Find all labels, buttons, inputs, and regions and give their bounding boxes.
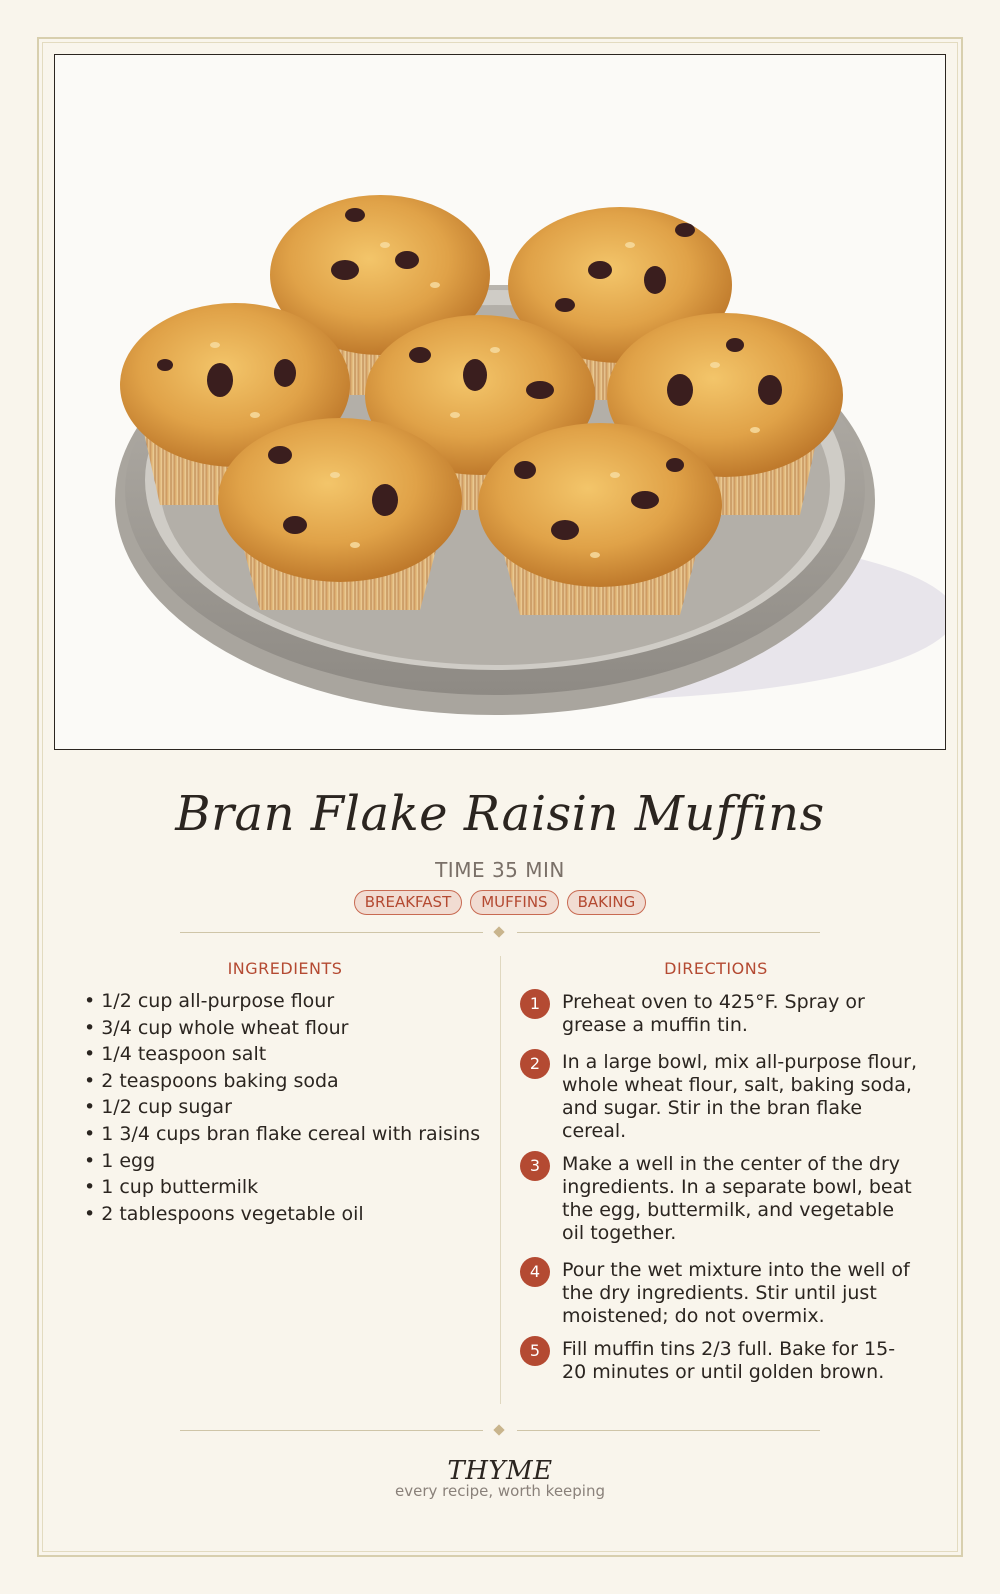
- ingredients-list: [84, 988, 494, 1227]
- step-text: Pour the wet mixture into the well of the dry ingredients. Stir until just moistened; do not overmix.: [562, 1259, 910, 1327]
- ingredient-item: • 1/2 cup all-purpose flour: [84, 988, 494, 1015]
- step-text: Fill muffin tins 2/3 full. Bake for 15-20 minutes or until golden brown.: [562, 1338, 896, 1383]
- recipe-title: Bran Flake Raisin Muffins: [175, 786, 825, 842]
- tag-breakfast[interactable]: BREAKFAST: [354, 890, 462, 915]
- diamond-ornament-icon: [493, 926, 504, 937]
- tag-list: [0, 890, 1000, 915]
- cook-time: TIME 35 MIN: [435, 858, 565, 882]
- muffins-illustration: [55, 55, 946, 750]
- step-text: In a large bowl, mix all-purpose flour, whole wheat flour, salt, baking soda, and sugar. Stir in the bran flake cereal.: [562, 1051, 917, 1142]
- ingredient-item: • 2 tablespoons vegetable oil: [84, 1201, 494, 1228]
- ingredient-item: • 1/4 teaspoon salt: [84, 1041, 494, 1068]
- tag-baking[interactable]: BAKING: [567, 890, 647, 915]
- ingredient-item: • 1 cup buttermilk: [84, 1174, 494, 1201]
- ingredients-heading: INGREDIENTS: [227, 959, 343, 978]
- ingredient-item: • 2 teaspoons baking soda: [84, 1068, 494, 1095]
- brand-tagline: every recipe, worth keeping: [394, 1482, 605, 1500]
- brand-logo: THYME: [447, 1456, 553, 1486]
- step-number-badge: 5: [520, 1336, 550, 1366]
- column-separator: [500, 956, 501, 1404]
- diamond-ornament-icon: [493, 1424, 504, 1435]
- step-text: Make a well in the center of the dry ingredients. In a separate bowl, beat the egg, buttermilk, and vegetable oil together.: [562, 1153, 912, 1244]
- ingredient-item: • 1 3/4 cups bran flake cereal with raisins: [84, 1121, 494, 1148]
- bottom-divider: [180, 1424, 820, 1438]
- tag-muffins[interactable]: MUFFINS: [470, 890, 558, 915]
- step-number-badge: 4: [520, 1257, 550, 1287]
- top-divider: [180, 926, 820, 940]
- ingredient-item: • 3/4 cup whole wheat flour: [84, 1015, 494, 1042]
- ingredient-item: • 1 egg: [84, 1148, 494, 1175]
- directions-heading: DIRECTIONS: [664, 959, 768, 978]
- ingredient-item: • 1/2 cup sugar: [84, 1094, 494, 1121]
- step-number-badge: 1: [520, 989, 550, 1019]
- recipe-photo: [54, 54, 946, 750]
- step-number-badge: 2: [520, 1049, 550, 1079]
- step-text: Preheat oven to 425°F. Spray or grease a muffin tin.: [562, 991, 865, 1036]
- step-number-badge: 3: [520, 1151, 550, 1181]
